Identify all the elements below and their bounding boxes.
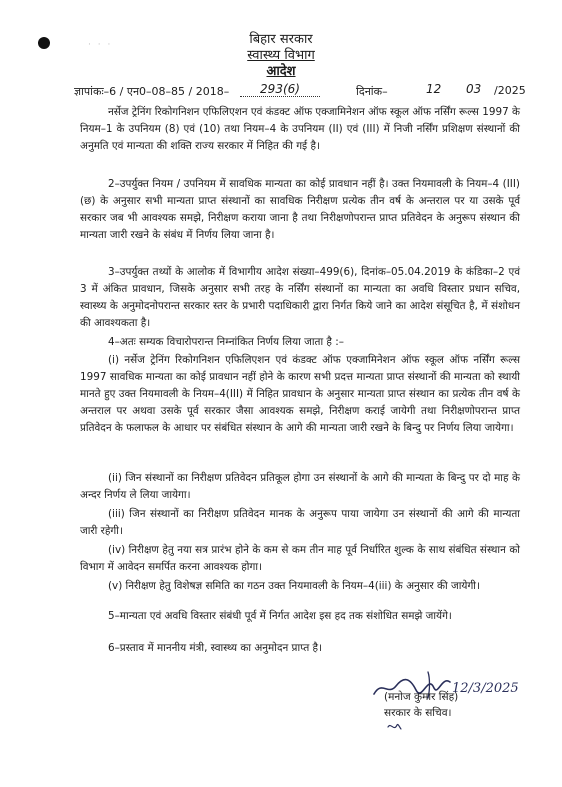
paragraph-5: 5–मान्यता एवं अवधि विस्तार संबंधी पूर्व में निर्गत आदेश इस हद तक संशोधित समझे जायेंगे।: [108, 610, 452, 622]
date-day-handwritten: 12: [426, 82, 442, 96]
paragraph-3: 3–उपर्युक्त तथ्यों के आलोक में विभागीय आदेश संख्या–499(6), दिनांक–05.04.2019 के कंडिका–2 एवं 3 में अंकित प्रावधान, जिसके अनुसार सभी तरह के नर्सिंग संस्थानों का मान्यता का अवधि विस्तार प्रधान सचिव, स्वास्थ्य के अनुमोदनोपरान्त सरकार स्तर के प्रभारी पदाधिकारी द्वारा निर्गत किये जाने का आदेश संसूचित है, में संशोधन की आवश्यकता है।: [80, 266, 520, 329]
faint-stamp-mark: · · ·: [88, 40, 113, 50]
date-year: /2025: [494, 84, 526, 97]
paragraph-4-intro: 4–अतः सम्यक विचारोपरान्त निम्नांकित निर्णय लिया जाता है :–: [108, 336, 344, 348]
document-type: आदेश: [266, 64, 296, 79]
punch-hole: [38, 37, 50, 49]
decision-item-iv: (iv) निरीक्षण हेतु नया सत्र प्रारंभ होने के कम से कम तीन माह पूर्व निर्धारित शुल्क के साथ संबंधित संस्थान को विभाग में आवेदन समर्पित करना आवश्यक होगा।: [80, 544, 520, 573]
date-month-handwritten: 03: [466, 82, 482, 96]
memo-number-label: ज्ञापांकः–6 / एन0–08–85 / 2018–: [74, 85, 230, 98]
decision-item-v: (v) निरीक्षण हेतु विशेषज्ञ समिति का गठन उक्त नियमावली के नियम–4(iii) के अनुसार की जायेगी।: [108, 580, 480, 592]
date-label: दिनांक–: [356, 85, 388, 98]
government-name: बिहार सरकार: [249, 32, 313, 47]
signature-date-handwritten: 12/3/2025: [452, 681, 519, 696]
decision-item-i: (i) नर्सेज ट्रेनिंग रिकोगनिशन एफिलिएशन एवं कंडक्ट ऑफ एक्जामिनेशन ऑफ स्कूल ऑफ नर्सिंग रूल्स 1997 सावधिक मान्यता का कोई प्रावधान नहीं होने के कारण सभी प्रदत्त मान्यता प्राप्त संस्थानों की मान्यता को स्थायी मानते हुए उक्त नियमावली के नियम–4(III) में निहित प्रावधान के अनुसार मान्यता प्राप्त संस्थान का प्रत्येक तीन वर्ष के अन्तराल पर अथवा उसके पूर्व सरकार जैसा आवश्यक समझे, निरीक्षण कराई जायेगी तथा निरीक्षणोपरान्त प्राप्त प्रतिवेदन के फलाफल के आधार पर संबंधित संस्थान के आगे की मान्यता जारी रखने के बिन्दु पर निर्णय लिया जायेगा।: [80, 354, 520, 434]
department-name: स्वास्थ्य विभाग: [247, 48, 315, 63]
decision-item-ii: (ii) जिन संस्थानों का निरीक्षण प्रतिवेदन प्रतिकूल होगा उन संस्थानों के आगे की मान्यता के बिन्दु पर दो माह के अन्दर निर्णय ले लिया जायेगा।: [80, 472, 520, 501]
paragraph-6: 6–प्रस्ताव में माननीय मंत्री, स्वास्थ्य का अनुमोदन प्राप्त है।: [108, 642, 323, 654]
memo-number-handwritten: 293(6): [240, 82, 320, 97]
reference-line: [74, 82, 526, 100]
signatory-title: सरकार के सचिव।: [384, 707, 452, 719]
signatory-name: (मनोज कुमार सिंह): [384, 691, 459, 703]
paragraph-1: नर्सेज ट्रेनिंग रिकोगनिशन एफिलिएशन एवं कंडक्ट ऑफ एक्जामिनेशन ऑफ स्कूल ऑफ नर्सिंग रूल्स 1997 के नियम–1 के उपनियम (8) एवं (10) तथा नियम–4 के उपनियम (II) एवं (III) में निजी नर्सिंग प्रशिक्षण संस्थानों की अनुमति एवं मान्यता की शक्ति राज्य सरकार में निहित की गई है।: [80, 106, 520, 152]
initial-mark: [386, 720, 402, 734]
decision-item-iii: (iii) जिन संस्थानों का निरीक्षण प्रतिवेदन मानक के अनुरूप पाया जायेगा उन संस्थानों की आगे की मान्यता जारी रहेगी।: [80, 508, 520, 537]
paragraph-2: 2–उपर्युक्त नियम / उपनियम में सावधिक मान्यता का कोई प्रावधान नहीं है। उक्त नियमावली के नियम–4 (III) (छ) के अनुसार सभी मान्यता प्राप्त संस्थानों का सावधिक निरीक्षण प्रत्येक तीन वर्ष के अन्तराल पर या उसके पूर्व सरकार जब भी आवश्यक समझे, निरीक्षण कराया जाना है तथा निरीक्षणोपरान्त प्राप्त प्रतिवेदन के अनुरूप संस्थान की मान्यता जारी रखने के संबंध में निर्णय लिया जाना है।: [80, 178, 520, 241]
